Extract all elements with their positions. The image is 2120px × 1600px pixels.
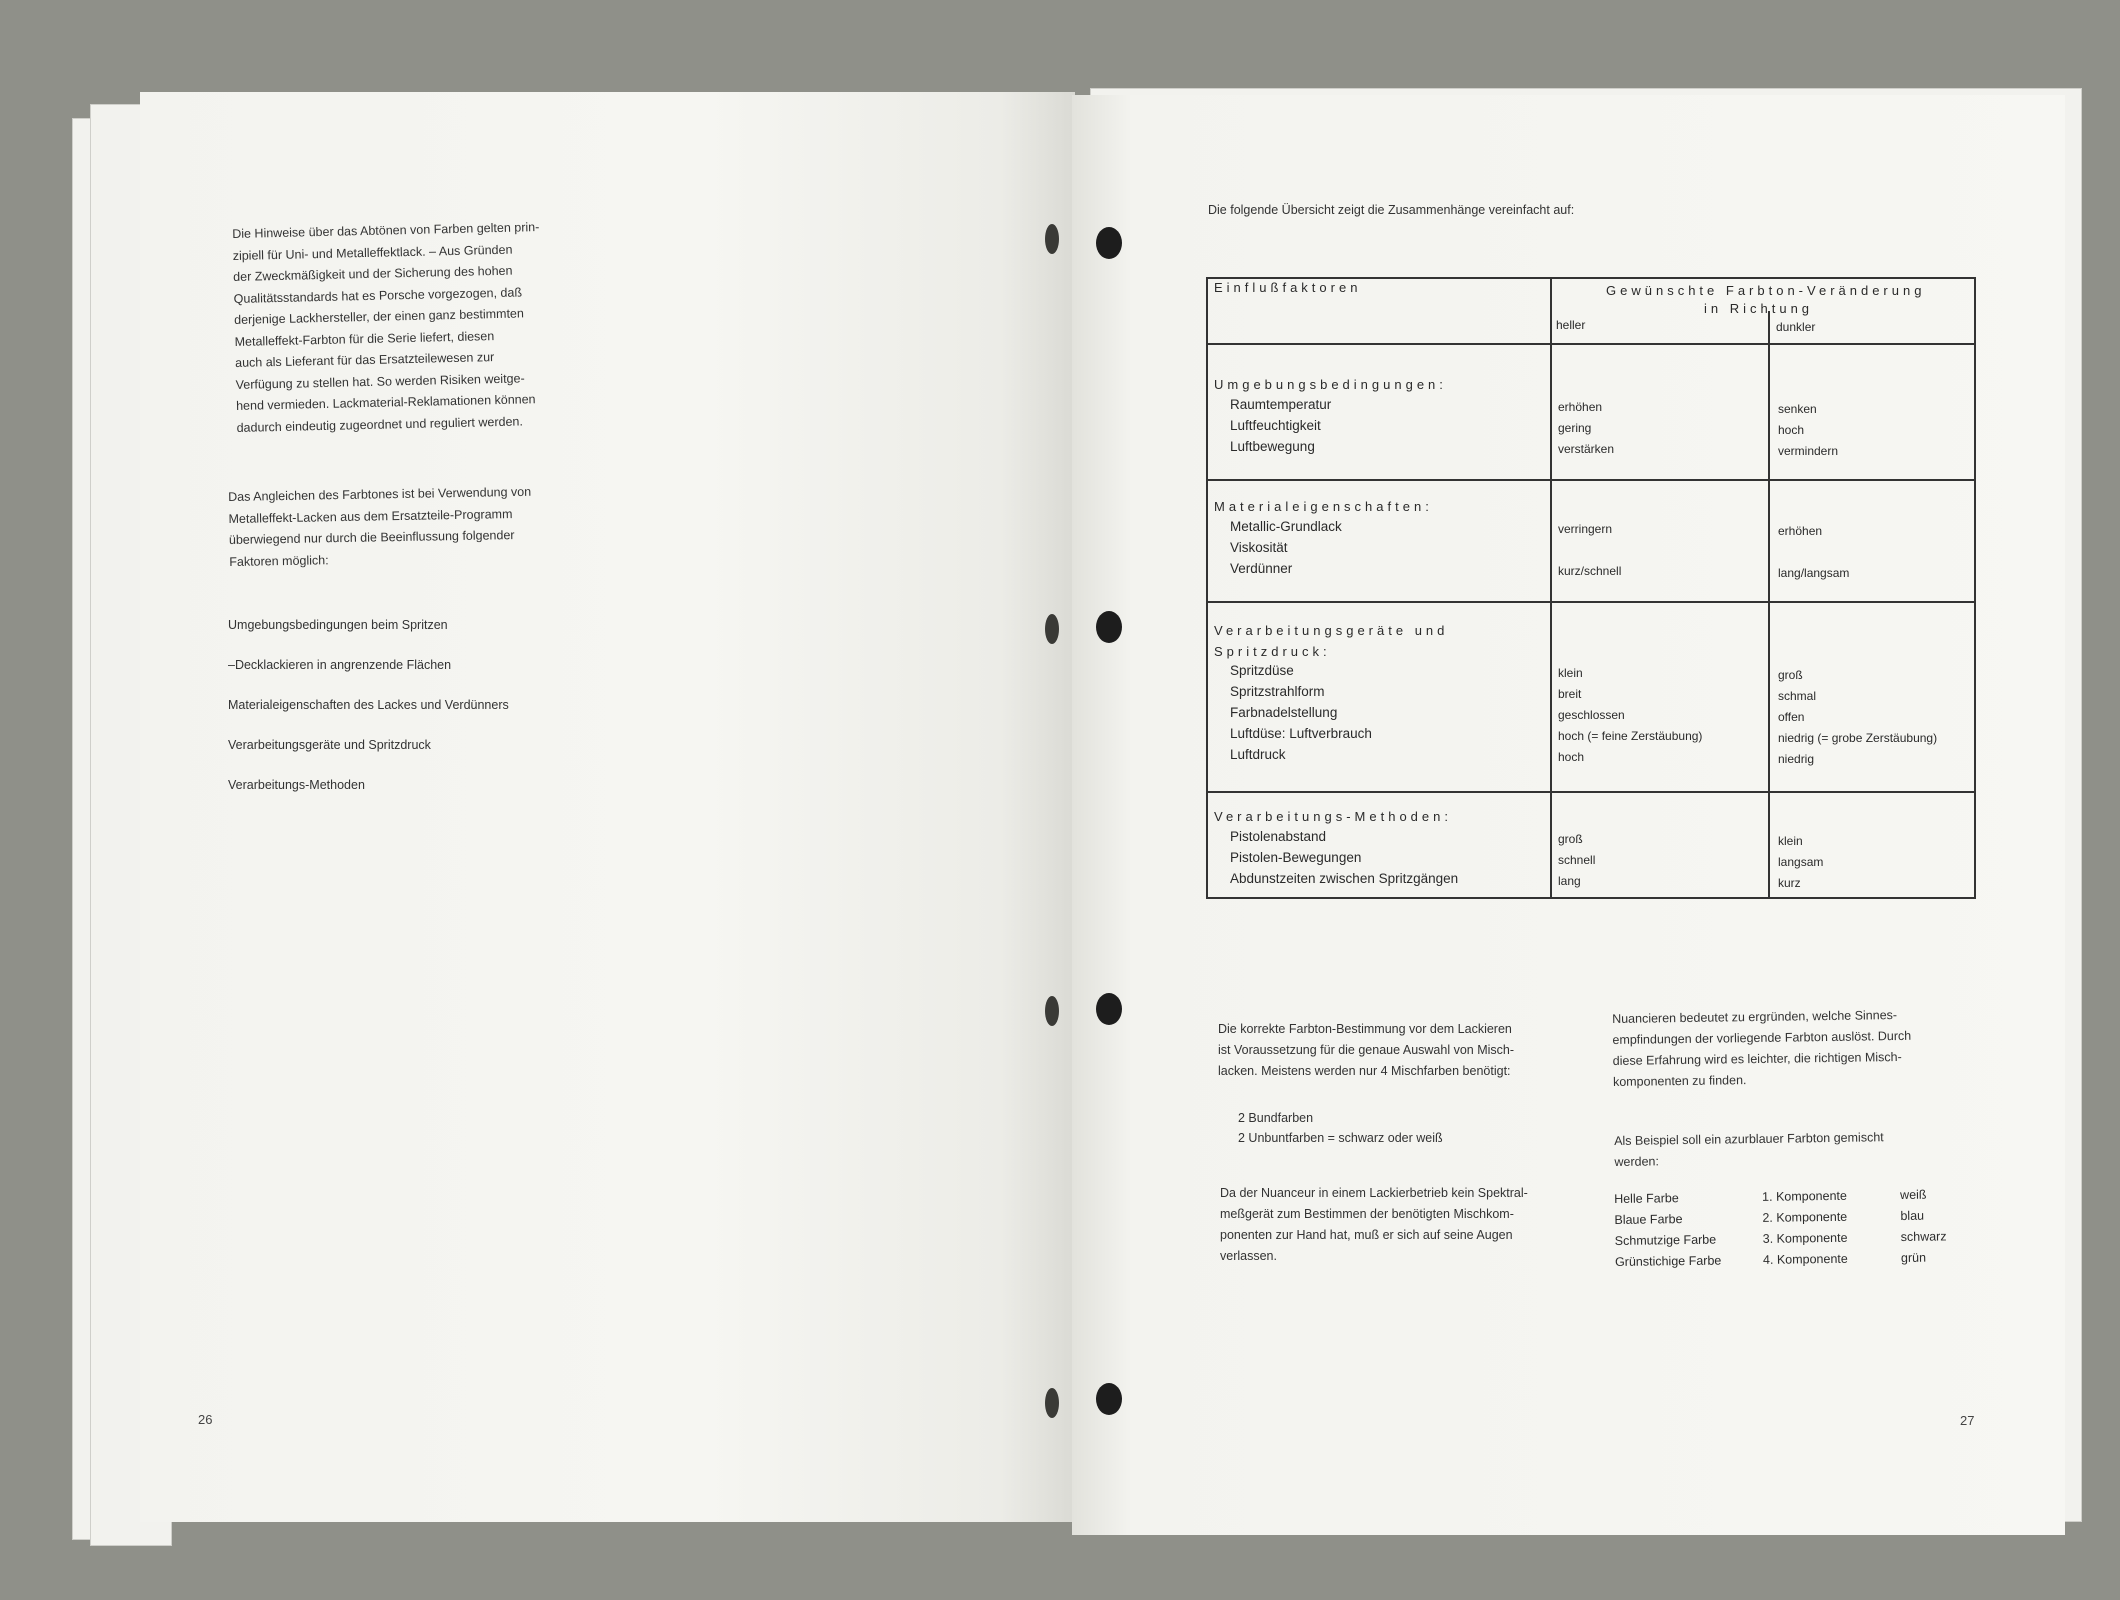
factor-item: Umgebungsbedingungen beim Spritzen bbox=[228, 618, 448, 632]
factor-name: Metallic-Grundlack bbox=[1230, 519, 1342, 534]
nuanceur-paragraph: Da der Nuanceur in einem Lackierbetrieb kein Spektral- meßgerät zum Bestimmen der benötigten Mischkom- ponenten zur Hand hat, muß er sich auf seine Augen verlassen. bbox=[1220, 1186, 1528, 1263]
lighter-value: schnell bbox=[1558, 853, 1596, 867]
lighter-value: geschlossen bbox=[1558, 708, 1625, 722]
header-factors: Einflußfaktoren bbox=[1214, 280, 1362, 295]
header-change: Gewünschte Farbton-Veränderung bbox=[1606, 283, 1926, 298]
darker-value: niedrig bbox=[1778, 752, 1815, 766]
mix-list-item: 2 Bundfarben bbox=[1238, 1111, 1314, 1125]
darker-value: klein bbox=[1778, 834, 1803, 848]
factor-name: Verdünner bbox=[1230, 561, 1293, 576]
factor-name: Pistolen-Bewegungen bbox=[1230, 850, 1362, 865]
darker-value: hoch bbox=[1778, 423, 1805, 437]
right-page bbox=[1072, 95, 2065, 1535]
header-darker: dunkler bbox=[1776, 320, 1816, 334]
darker-value: offen bbox=[1778, 710, 1805, 724]
binder-hole bbox=[1096, 227, 1122, 259]
darker-value: erhöhen bbox=[1778, 524, 1823, 538]
section-title: Umgebungsbedingungen: bbox=[1214, 377, 1447, 392]
lighter-value: klein bbox=[1558, 666, 1583, 680]
lighter-value: hoch bbox=[1558, 750, 1585, 764]
factor-name: Spritzdüse bbox=[1230, 663, 1294, 678]
binder-hole bbox=[1045, 614, 1059, 644]
factor-item: Verarbeitungsgeräte und Spritzdruck bbox=[228, 738, 431, 752]
factor-name: Luftdüse: Luftverbrauch bbox=[1230, 726, 1372, 741]
factor-name: Luftfeuchtigkeit bbox=[1230, 418, 1321, 433]
lighter-value: gering bbox=[1558, 421, 1592, 435]
binder-hole bbox=[1045, 224, 1059, 254]
factor-item: Materialeigenschaften des Lackes und Verdünners bbox=[228, 698, 509, 712]
lighter-value: kurz/schnell bbox=[1558, 564, 1622, 578]
lighter-value: verringern bbox=[1558, 522, 1613, 536]
lighter-value: verstärken bbox=[1558, 442, 1615, 456]
mix-component: 4. Komponente bbox=[1762, 1251, 1848, 1267]
factor-item: –Decklackieren in angrenzende Flächen bbox=[228, 658, 452, 672]
mix-list-item: 2 Unbuntfarben = schwarz oder weiß bbox=[1238, 1131, 1443, 1145]
factor-name: Luftbewegung bbox=[1230, 439, 1315, 454]
mix-paragraph: Die korrekte Farbton-Bestimmung vor dem Lackieren ist Voraussetzung für die genaue Auswahl von Misch- lacken. Meistens werden nur 4 Mischfarben benötigt: bbox=[1218, 1022, 1515, 1078]
table-row bbox=[1615, 1247, 1965, 1273]
darker-value: langsam bbox=[1778, 855, 1824, 869]
darker-value: lang/langsam bbox=[1778, 566, 1850, 580]
factor-table bbox=[1206, 277, 1976, 899]
nuancing-paragraph: Nuancieren bedeutet zu ergründen, welche Sinnes- empfindungen der vorliegende Farbton auslöst. Durch diese Erfahrung wird es leichter, die richtigen Misch- komponenten zu finden. bbox=[1612, 1008, 1912, 1089]
lighter-value: lang bbox=[1558, 874, 1581, 888]
factor-name: Spritzstrahlform bbox=[1230, 684, 1325, 699]
mix-color-name: Schmutzige Farbe bbox=[1614, 1232, 1717, 1248]
binder-hole bbox=[1096, 993, 1122, 1025]
binder-hole bbox=[1096, 1383, 1122, 1415]
darker-value: senken bbox=[1778, 402, 1817, 416]
factor-item: Verarbeitungs-Methoden bbox=[228, 778, 365, 792]
darker-value: groß bbox=[1778, 668, 1803, 682]
factor-name: Luftdruck bbox=[1230, 747, 1286, 762]
binder-hole bbox=[1045, 1388, 1059, 1418]
darker-value: vermindern bbox=[1778, 444, 1839, 458]
intro-paragraph: Die Hinweise über das Abtönen von Farben gelten prin- zipiell für Uni- und Metalleffektlack. – Aus Gründen der Zweckmäßigkeit und der Sicherung des hohen Qualitätsstandards hat es Porsche vorgezogen, daß derjenige Lackhersteller, der einen ganz bestimmten Metalleffekt-Farbton für die Serie liefert, diesen auch als Lieferant für das Ersatzteilewesen zur Verfügung zu stellen hat. So werden Risiken weitge- hend vermieden. Lackmaterial-Reklamationen können dadurch eindeutig zugeordnet und reguliert werden. bbox=[232, 220, 540, 435]
page-number-right: 27 bbox=[1960, 1413, 1975, 1428]
darker-value: schmal bbox=[1778, 689, 1817, 703]
factor-name: Farbnadelstellung bbox=[1230, 705, 1338, 720]
left-page bbox=[140, 92, 1075, 1522]
mix-color-name: Grünstichige Farbe bbox=[1614, 1253, 1722, 1269]
matching-paragraph: Das Angleichen des Farbtones ist bei Verwendung von Metalleffekt-Lacken aus dem Ersatzteile-Programm überwiegend nur durch die Beeinflussung folgender Faktoren möglich: bbox=[228, 484, 532, 569]
mix-component: 2. Komponente bbox=[1762, 1209, 1848, 1225]
overview-intro: Die folgende Übersicht zeigt die Zusammenhänge vereinfacht auf: bbox=[1208, 203, 1575, 217]
factor-name: Viskosität bbox=[1230, 540, 1288, 555]
section-title: Verarbeitungsgeräte und Spritzdruck: bbox=[1214, 623, 1449, 659]
mix-component: 1. Komponente bbox=[1762, 1188, 1848, 1204]
lighter-value: hoch (= feine Zerstäubung) bbox=[1558, 729, 1703, 743]
mix-color: weiß bbox=[1900, 1187, 1927, 1203]
mix-color: blau bbox=[1900, 1208, 1925, 1224]
page-number-left: 26 bbox=[198, 1412, 213, 1427]
lighter-value: breit bbox=[1558, 687, 1582, 701]
mix-color: schwarz bbox=[1900, 1229, 1947, 1245]
darker-value: kurz bbox=[1778, 876, 1801, 890]
lighter-value: groß bbox=[1558, 832, 1583, 846]
mix-color-name: Blaue Farbe bbox=[1614, 1212, 1683, 1227]
darker-value: niedrig (= grobe Zerstäubung) bbox=[1778, 731, 1938, 745]
factor-name: Raumtemperatur bbox=[1230, 397, 1332, 412]
factor-name: Pistolenabstand bbox=[1230, 829, 1327, 844]
mix-component-table bbox=[1614, 1184, 1965, 1273]
mix-color: grün bbox=[1900, 1250, 1927, 1265]
factor-name: Abdunstzeiten zwischen Spritzgängen bbox=[1230, 871, 1459, 886]
header-direction: in Richtung bbox=[1704, 301, 1814, 316]
mix-component: 3. Komponente bbox=[1762, 1230, 1848, 1246]
header-lighter: heller bbox=[1556, 318, 1586, 332]
lighter-value: erhöhen bbox=[1558, 400, 1603, 414]
binder-hole bbox=[1096, 611, 1122, 643]
section-title: Verarbeitungs-Methoden: bbox=[1214, 809, 1452, 824]
mix-color-name: Helle Farbe bbox=[1614, 1191, 1679, 1206]
example-paragraph: Als Beispiel soll ein azurblauer Farbton gemischt werden: bbox=[1614, 1130, 1884, 1169]
binder-hole bbox=[1045, 996, 1059, 1026]
section-title: Materialeigenschaften: bbox=[1214, 499, 1433, 514]
